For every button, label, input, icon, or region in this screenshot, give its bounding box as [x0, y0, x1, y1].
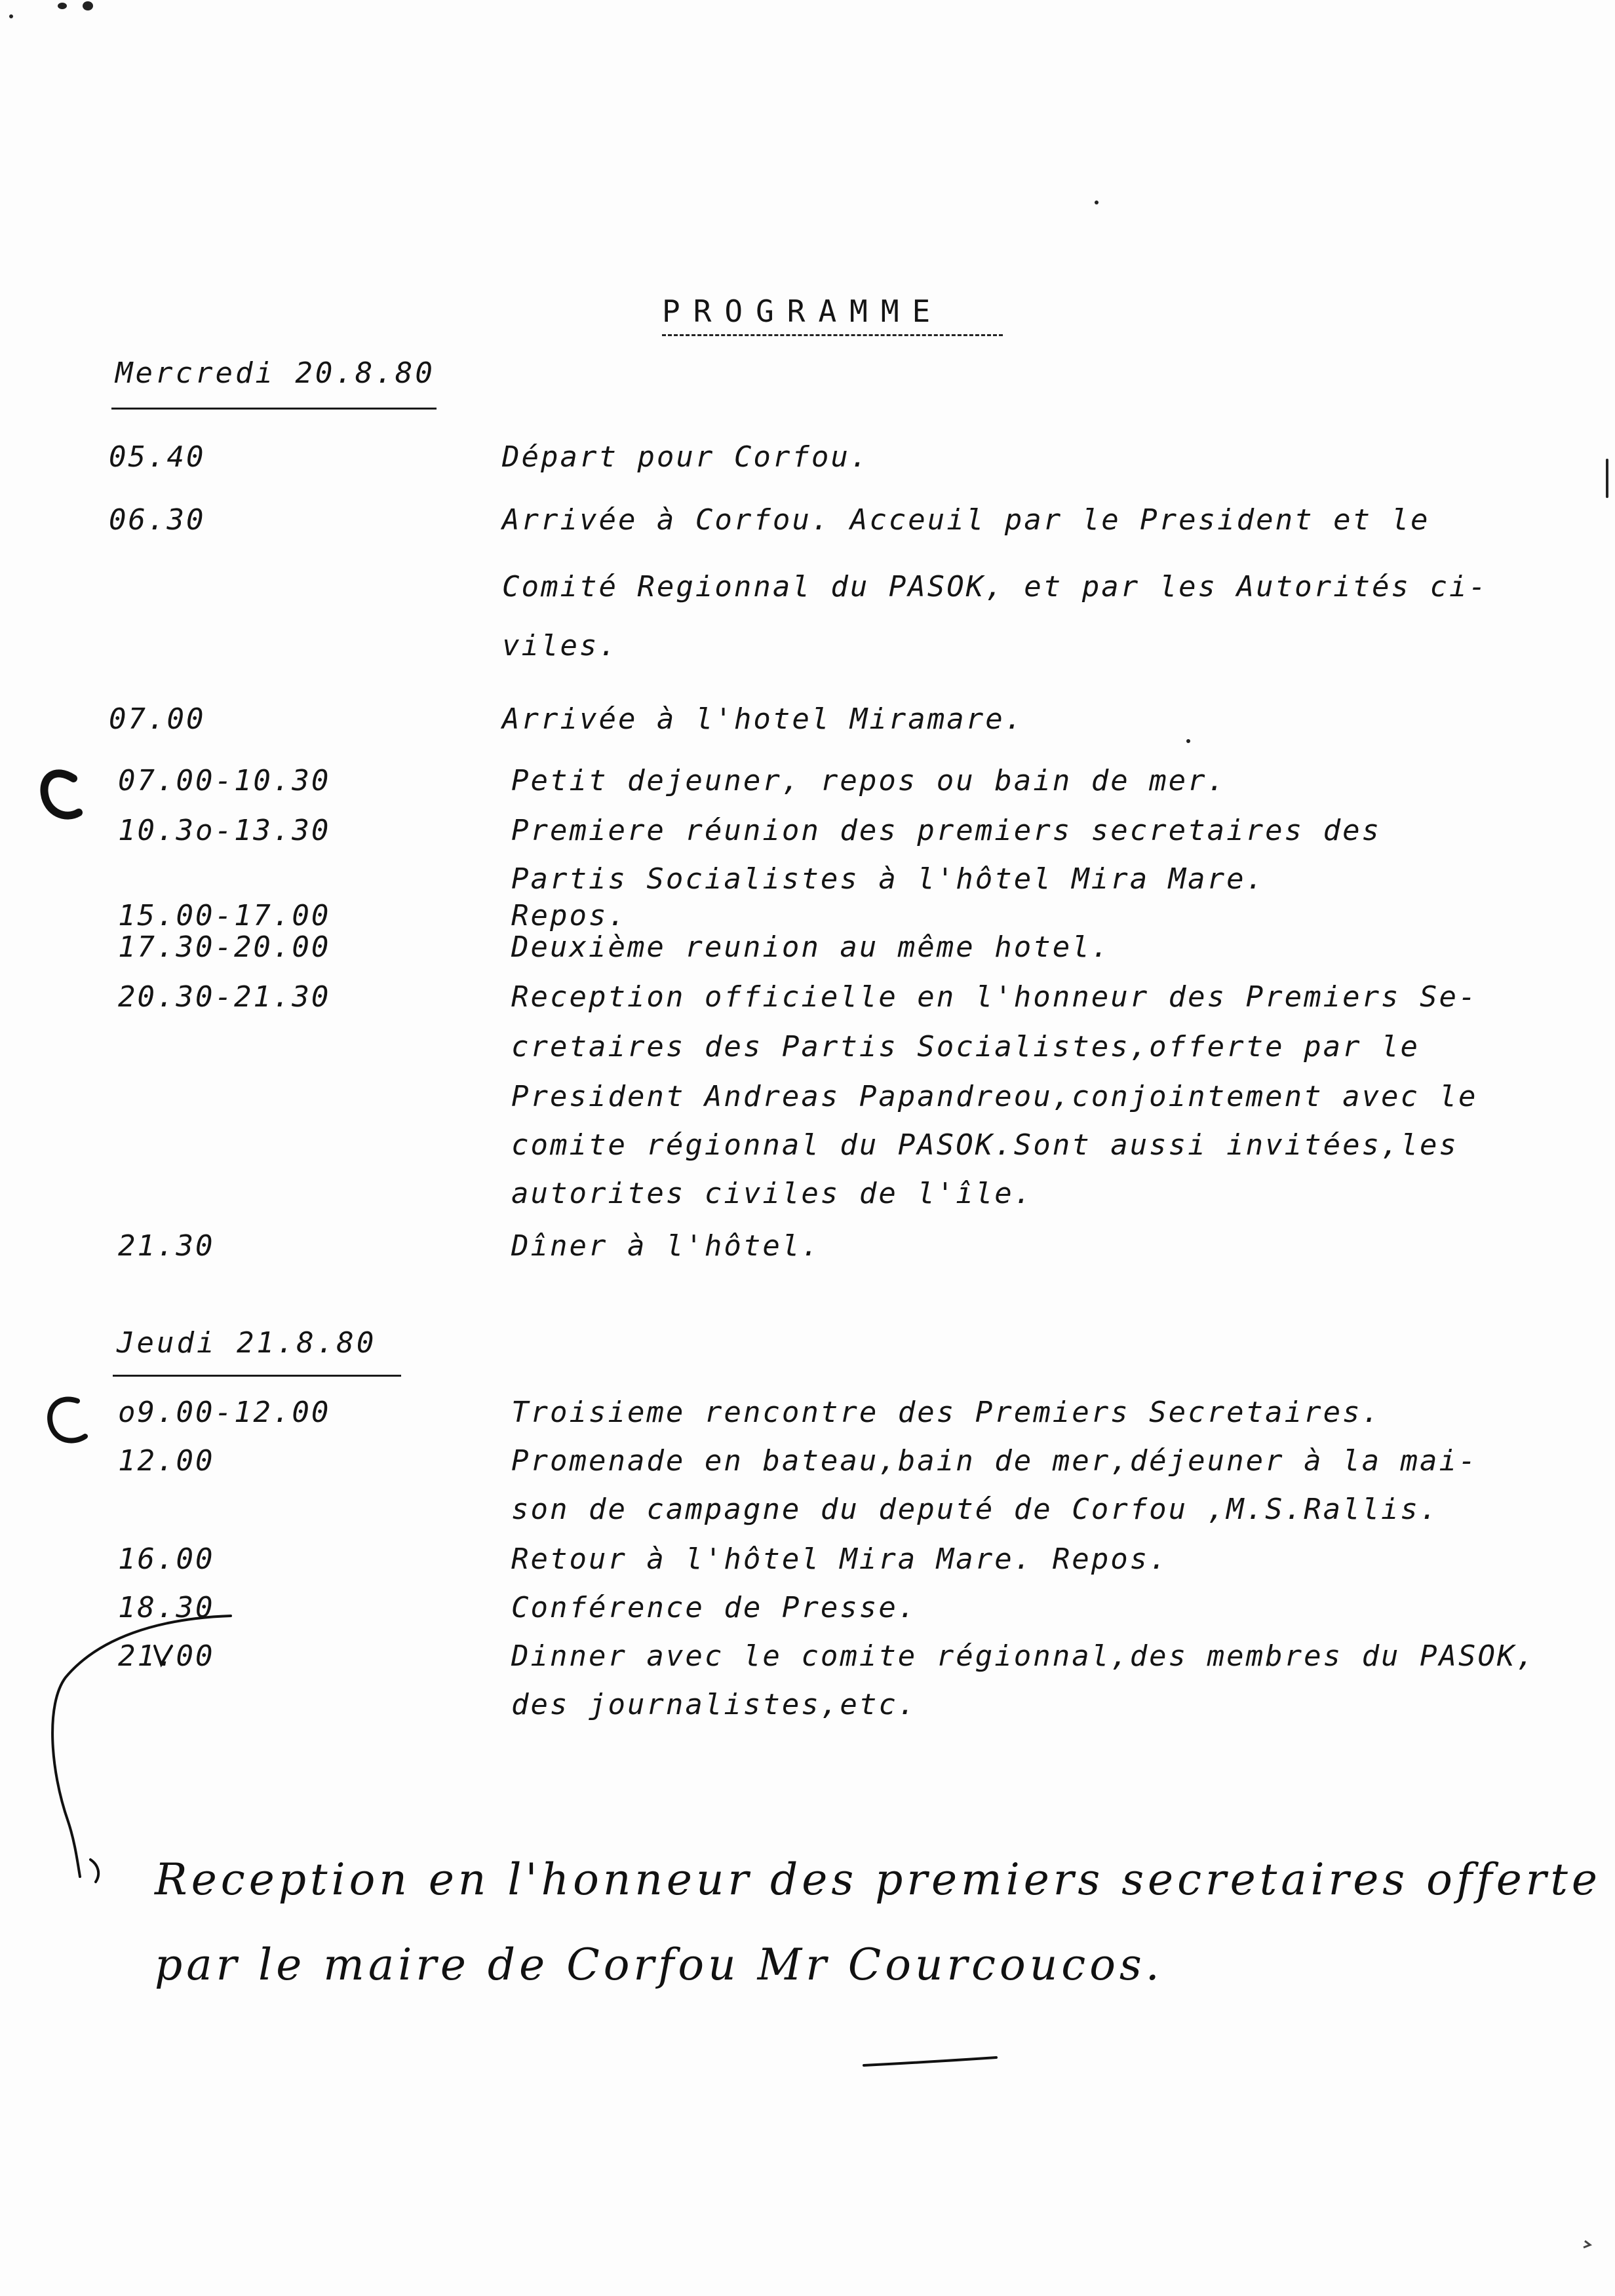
margin-circle-mark: [50, 1400, 85, 1441]
entry-description: Arrivée à Corfou. Acceuil par le President et le: [502, 503, 1430, 537]
entry-description: Arrivée à l'hotel Miramare.: [502, 702, 1024, 736]
corner-mark: [1584, 2241, 1590, 2248]
entry-time: 16.00: [118, 1542, 215, 1576]
entry-time: 10.3o-13.30: [118, 814, 331, 847]
entry-description: Troisieme rencontre des Premiers Secretaires.: [511, 1396, 1382, 1429]
entry-description: Promenade en bateau,bain de mer,déjeuner à la mai-: [511, 1444, 1478, 1478]
entry-time: 12.00: [118, 1444, 215, 1478]
entry-description: des journalistes,etc.: [511, 1688, 918, 1721]
entry-time: 07.00-10.30: [118, 764, 331, 797]
entry-time: 17.30-20.00: [118, 930, 331, 964]
handwritten-note-line: par le maire de Corfou Mr Courcoucos.: [155, 1940, 1163, 1990]
entry-time: 21.00: [118, 1639, 215, 1673]
insertion-arrow: [52, 1616, 231, 1877]
entry-time: o9.00-12.00: [118, 1396, 331, 1429]
entry-description: cretaires des Partis Socialistes,offerte par le: [511, 1030, 1420, 1063]
entry-description: Premiere réunion des premiers secretaires des: [511, 814, 1382, 847]
entry-description: Dîner à l'hôtel.: [511, 1229, 821, 1263]
day-heading-jeudi: Jeudi 21.8.80: [117, 1326, 377, 1360]
entry-time: 20.30-21.30: [118, 980, 331, 1014]
page-title: PROGRAMME: [662, 294, 944, 329]
entry-time: 21.30: [118, 1229, 215, 1263]
closing-underline: [864, 2057, 996, 2065]
entry-time: 18.30: [118, 1591, 215, 1624]
entry-description: autorites civiles de l'île.: [511, 1177, 1034, 1210]
entry-time: 06.30: [109, 503, 206, 537]
entry-description: comite régionnal du PASOK.Sont aussi invitées,les: [511, 1128, 1459, 1162]
entry-description: Partis Socialistes à l'hôtel Mira Mare.: [511, 862, 1266, 896]
entry-description: viles.: [502, 629, 618, 662]
entry-description: Retour à l'hôtel Mira Mare. Repos.: [511, 1542, 1169, 1576]
insertion-arrow-hook: [90, 1860, 98, 1882]
entry-description: son de campagne du deputé de Corfou ,M.S.Rallis.: [511, 1493, 1439, 1526]
entry-time: 05.40: [109, 440, 206, 474]
entry-description: Reception officielle en l'honneur des Premiers Se-: [511, 980, 1478, 1014]
entry-description: Conférence de Presse.: [511, 1591, 918, 1624]
day-heading-mercredi: Mercredi 20.8.80: [115, 356, 435, 390]
entry-description: Deuxième reunion au même hotel.: [511, 930, 1111, 964]
handwritten-note-line: Reception en l'honneur des premiers secretaires offerte: [155, 1854, 1601, 1905]
entry-time: 15.00-17.00: [118, 899, 331, 932]
entry-description: Comité Regionnal du PASOK, et par les Autorités ci-: [502, 570, 1489, 603]
margin-circle-mark: [44, 773, 79, 815]
entry-description: Repos.: [511, 899, 627, 932]
time-correction-mark: [155, 1646, 172, 1664]
entry-description: Départ pour Corfou.: [502, 440, 870, 474]
entry-time: 07.00: [109, 702, 206, 736]
entry-description: President Andreas Papandreou,conjointement avec le: [511, 1080, 1478, 1113]
entry-description: Petit dejeuner, repos ou bain de mer.: [511, 764, 1227, 797]
entry-description: Dinner avec le comite régionnal,des membres du PASOK,: [511, 1639, 1536, 1673]
